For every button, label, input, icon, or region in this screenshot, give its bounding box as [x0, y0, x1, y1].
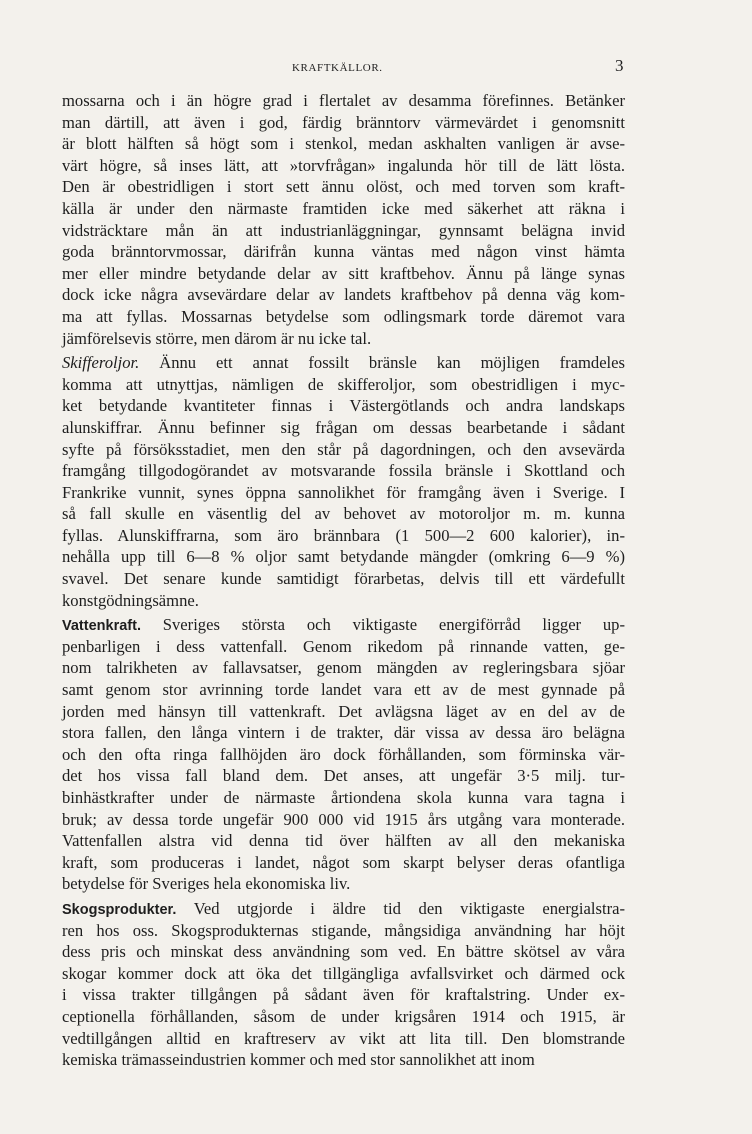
text-line: penbarligen i dess vattenfall. Genom rikedom på rinnande vatten, ge-	[62, 636, 625, 656]
text-line: man därtill, att även i god, färdig bränntorv värmevärdet i genomsnitt	[62, 112, 625, 132]
text-line: Frankrike vunnit, synes öppna sannolikhet för framgång även i Sverige. I	[62, 482, 625, 502]
text-line: vedtillgången alltid en kraftreserv av vikt att lita till. Den blomstrande	[62, 1028, 625, 1048]
text-line: fyllas. Alunskiffrarna, som äro brännbara (1 500—2 600 kalorier), in-	[62, 525, 625, 545]
text-line: mer eller mindre betydande delar av sitt kraftbehov. Ännu på länge synas	[62, 263, 625, 283]
text-line: stora fallen, den långa vintern i de trakter, där vissa av dessa äro belägna	[62, 723, 625, 743]
text-line: alunskiffrar. Ännu befinner sig frågan om dessas bearbetande i sådant	[62, 417, 625, 437]
text-line: och den ofta ringa fallhöjden äro dock förhållanden, som förminska vär-	[62, 744, 625, 764]
text-line: syfte på försöksstadiet, men den står på dagordningen, och den avsevärda	[62, 439, 625, 459]
paragraph	[62, 614, 625, 895]
text-line: svavel. Det senare kunde samtidigt förarbetas, delvis till ett värdefullt	[62, 569, 625, 589]
text-line: konstgödningsämne.	[62, 590, 199, 610]
text-line: dock icke några avsevärdare delar av landets kraftbehov på denna väg kom-	[62, 285, 625, 305]
text-line: jorden med hänsyn till vattenkraft. Det avlägsna läget av en del av de	[62, 701, 625, 721]
section-heading: Skifferoljor.	[62, 353, 140, 373]
text-line: nom talrikheten av fallavsatser, genom mängden av regleringsbara sjöar	[62, 658, 625, 678]
text-line: är blott hälften så högt som i stenkol, medan askhalten vanligen är avse-	[62, 134, 625, 154]
section-heading: Skogsprodukter.	[62, 901, 177, 918]
text-line: betydelse för Sveriges hela ekonomiska liv.	[62, 874, 351, 894]
running-head	[0, 56, 752, 80]
text-line	[62, 898, 625, 920]
text-line: kemiska trämasseindustrien kommer och med stor sannolikhet att inom	[62, 1050, 535, 1070]
text-line: källa är under den närmaste framtiden icke med säkerhet att räkna i	[62, 198, 625, 218]
text-line: goda bränntorvmossar, därifrån kunna väntas med någon vinst hämta	[62, 242, 625, 262]
text-line: ma att fyllas. Mossarnas betydelse som odlingsmark torde däremot vara	[62, 306, 625, 326]
text-line: i vissa trakter tillgången på sådant även för kraftalstring. Under ex-	[62, 985, 625, 1005]
text-run: Ännu ett annat fossilt bränsle kan möjligen framdeles	[139, 353, 625, 373]
page-number: 3	[615, 56, 624, 75]
text-line: Vattenfallen alstra vid denna tid över hälften av all den mekaniska	[62, 831, 625, 851]
text-line: samt genom stor avrinning torde landet vara ett av de mest gynnade på	[62, 680, 625, 700]
text-line: mossarna och i än högre grad i flertalet av desamma förefinnes. Betänker	[62, 91, 625, 110]
text-line: komma att utnyttjas, nämligen de skifferoljor, som obestridligen i myc-	[62, 374, 625, 394]
text-line: Den är obestridligen i stort sett ännu olöst, och med torven som kraft-	[62, 177, 625, 197]
text-line: ceptionella förhållanden, såsom de under krigsåren 1914 och 1915, är	[62, 1006, 625, 1026]
text-line: kraft, som produceras i landet, något som skarpt belyser deras ofantliga	[62, 852, 625, 872]
paragraph	[62, 352, 625, 611]
text-run: Sveriges största och viktigaste energiförråd ligger up-	[140, 615, 625, 635]
text-line: bruk; av dessa torde ungefär 900 000 vid 1915 års utgång vara monterade.	[62, 809, 625, 829]
text-line: jämförelsevis större, men därom är nu icke tal.	[62, 328, 372, 348]
paragraph	[62, 898, 625, 1071]
text-run: Ved utgjorde i äldre tid den viktigaste energialstra-	[176, 898, 625, 918]
text-line: det hos vissa fall bland dem. Det anses, att ungefär 3·5 milj. tur-	[62, 766, 625, 786]
text-line: så fall skulle en väsentlig del av behovet av motoroljor m. m. kunna	[62, 504, 625, 524]
text-line	[62, 352, 625, 374]
section-heading: Vattenkraft.	[62, 618, 141, 635]
body-text	[62, 90, 625, 1071]
text-line: dess pris och minskat dess användning som ved. En bättre skötsel av våra	[62, 942, 625, 962]
running-title: KRAFTKÄLLOR.	[292, 62, 383, 74]
text-line: värt högre, så inses lätt, att »torvfrågan» ingalunda hör till de lätt lösta.	[62, 155, 625, 175]
text-line: nehålla upp till 6—8 % oljor samt betydande mängder (omkring 6—9 %)	[62, 547, 625, 567]
text-line: vidsträcktare mån än att industrianläggningar, gynnsamt belägna invid	[62, 220, 625, 240]
text-line: binhästkrafter under de närmaste årtiondena skola kunna vara tagna i	[62, 788, 625, 807]
text-line: ren hos oss. Skogsprodukternas stigande, mångsidiga användning har höjt	[62, 920, 625, 940]
text-line: skogar kommer dock att öka det tillgängliga avfallsvirket och därmed ock	[62, 963, 625, 983]
text-line: ket betydande kvantiteter finnas i Västergötlands och andra landskaps	[62, 396, 625, 416]
text-line: framgång tillgodogörandet av motsvarande fossila bränsle i Skottland och	[62, 461, 625, 481]
paragraph	[62, 90, 625, 349]
text-line	[62, 614, 625, 636]
